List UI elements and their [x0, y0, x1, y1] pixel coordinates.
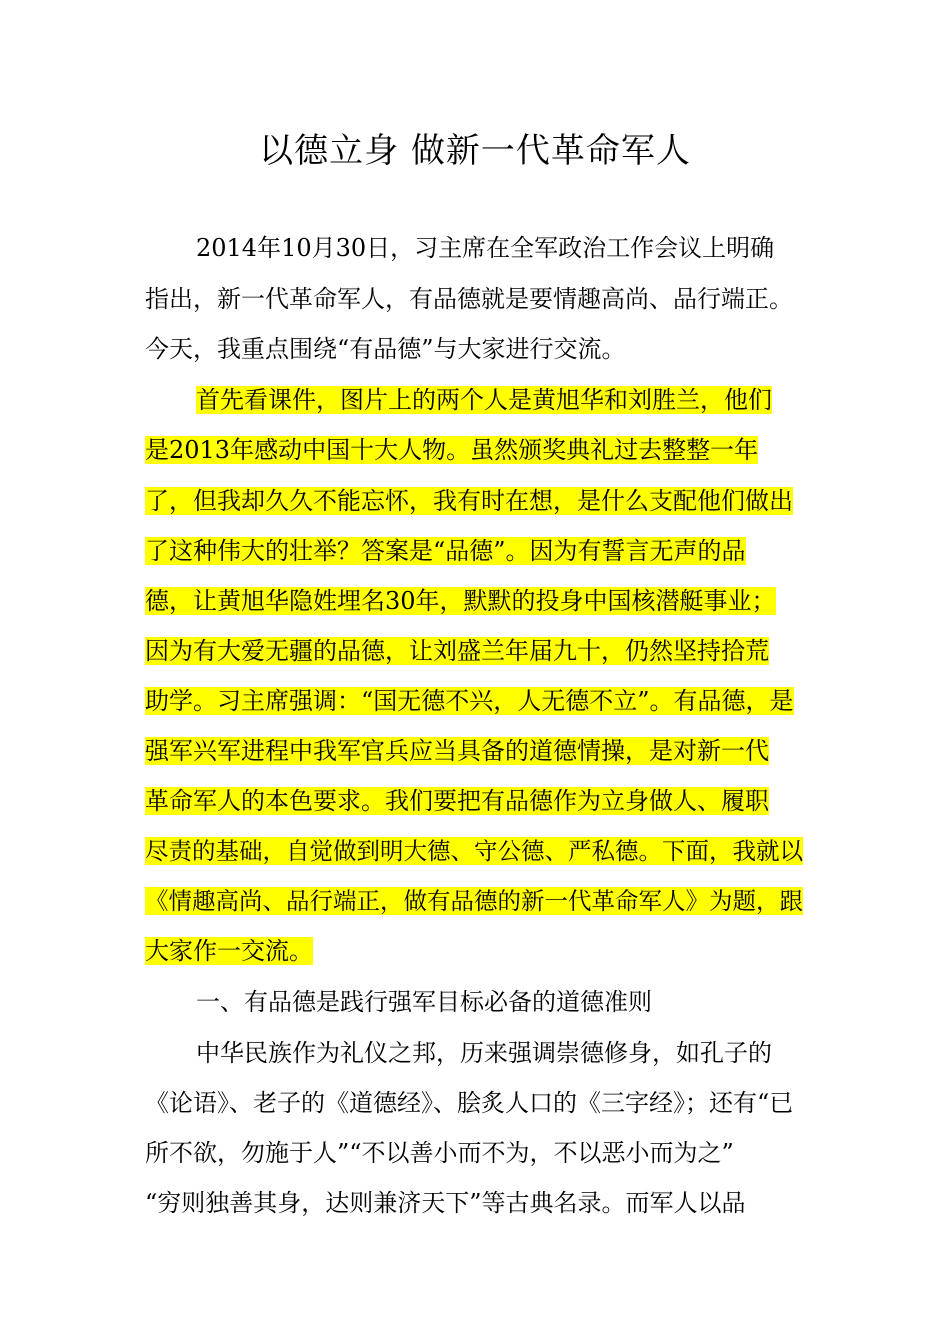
highlighted-line — [145, 931, 313, 971]
highlighted-line — [145, 531, 746, 571]
highlighted-text: 是2013年感动中国十大人物。虽然颁奖典礼过去整整一年 — [145, 436, 759, 464]
highlighted-text: 大家作一交流。 — [145, 937, 313, 965]
highlighted-text: 强军兴军进程中我军官兵应当具备的道德情操，是对新一代 — [145, 737, 769, 765]
highlighted-line — [145, 481, 793, 521]
paragraph-line: 《论语》、老子的《道德经》、脍炙人口的《三字经》；还有“已 — [145, 1089, 794, 1117]
highlighted-line — [145, 731, 769, 771]
paragraph-line: 中华民族作为礼仪之邦，历来强调崇德修身，如孔子的 — [196, 1039, 772, 1067]
highlighted-text: 尽责的基础，自觉做到明大德、守公德、严私德。下面，我就以 — [145, 837, 803, 865]
section-heading: 一、有品德是践行强军目标必备的道德准则 — [196, 988, 652, 1016]
highlighted-line — [145, 831, 803, 871]
highlighted-text: 助学。习主席强调：“国无德不兴，人无德不立”。有品德，是 — [145, 687, 794, 715]
paragraph-line: 2014年10月30日，习主席在全军政治工作会议上明确 — [196, 234, 775, 262]
highlighted-text: 因为有大爱无疆的品德，让刘盛兰年届九十，仍然坚持拾荒 — [145, 637, 769, 665]
highlighted-text: 德，让黄旭华隐姓埋名30年，默默的投身中国核潜艇事业； — [145, 587, 776, 615]
paragraph-line: 所不欲，勿施于人”“不以善小而不为，不以恶小而为之” — [145, 1139, 734, 1167]
paragraph-line: 今天，我重点围绕“有品德”与大家进行交流。 — [145, 335, 626, 363]
highlighted-text: 首先看课件，图片上的两个人是黄旭华和刘胜兰，他们 — [196, 386, 772, 414]
highlighted-line — [145, 781, 769, 821]
highlighted-text: 了，但我却久久不能忘怀，我有时在想，是什么支配他们做出 — [145, 487, 793, 515]
highlighted-line — [145, 881, 803, 921]
paragraph-line: “穷则独善其身，达则兼济天下”等古典名录。而军人以品 — [145, 1189, 746, 1217]
paragraph-line: 指出，新一代革命军人，有品德就是要情趣高尚、品行端正。 — [145, 285, 793, 313]
highlighted-text: 了这种伟大的壮举？答案是“品德”。因为有誓言无声的品 — [145, 537, 746, 565]
highlighted-line — [145, 681, 794, 721]
highlighted-text: 革命军人的本色要求。我们要把有品德作为立身做人、履职 — [145, 787, 769, 815]
highlighted-line — [196, 380, 772, 420]
highlighted-line — [145, 430, 758, 470]
document-title: 以德立身 做新一代革命军人 — [259, 131, 691, 171]
highlighted-line — [145, 581, 776, 621]
highlighted-text: 《情趣高尚、品行端正，做有品德的新一代革命军人》为题，跟 — [145, 887, 803, 915]
highlighted-line — [145, 631, 769, 671]
